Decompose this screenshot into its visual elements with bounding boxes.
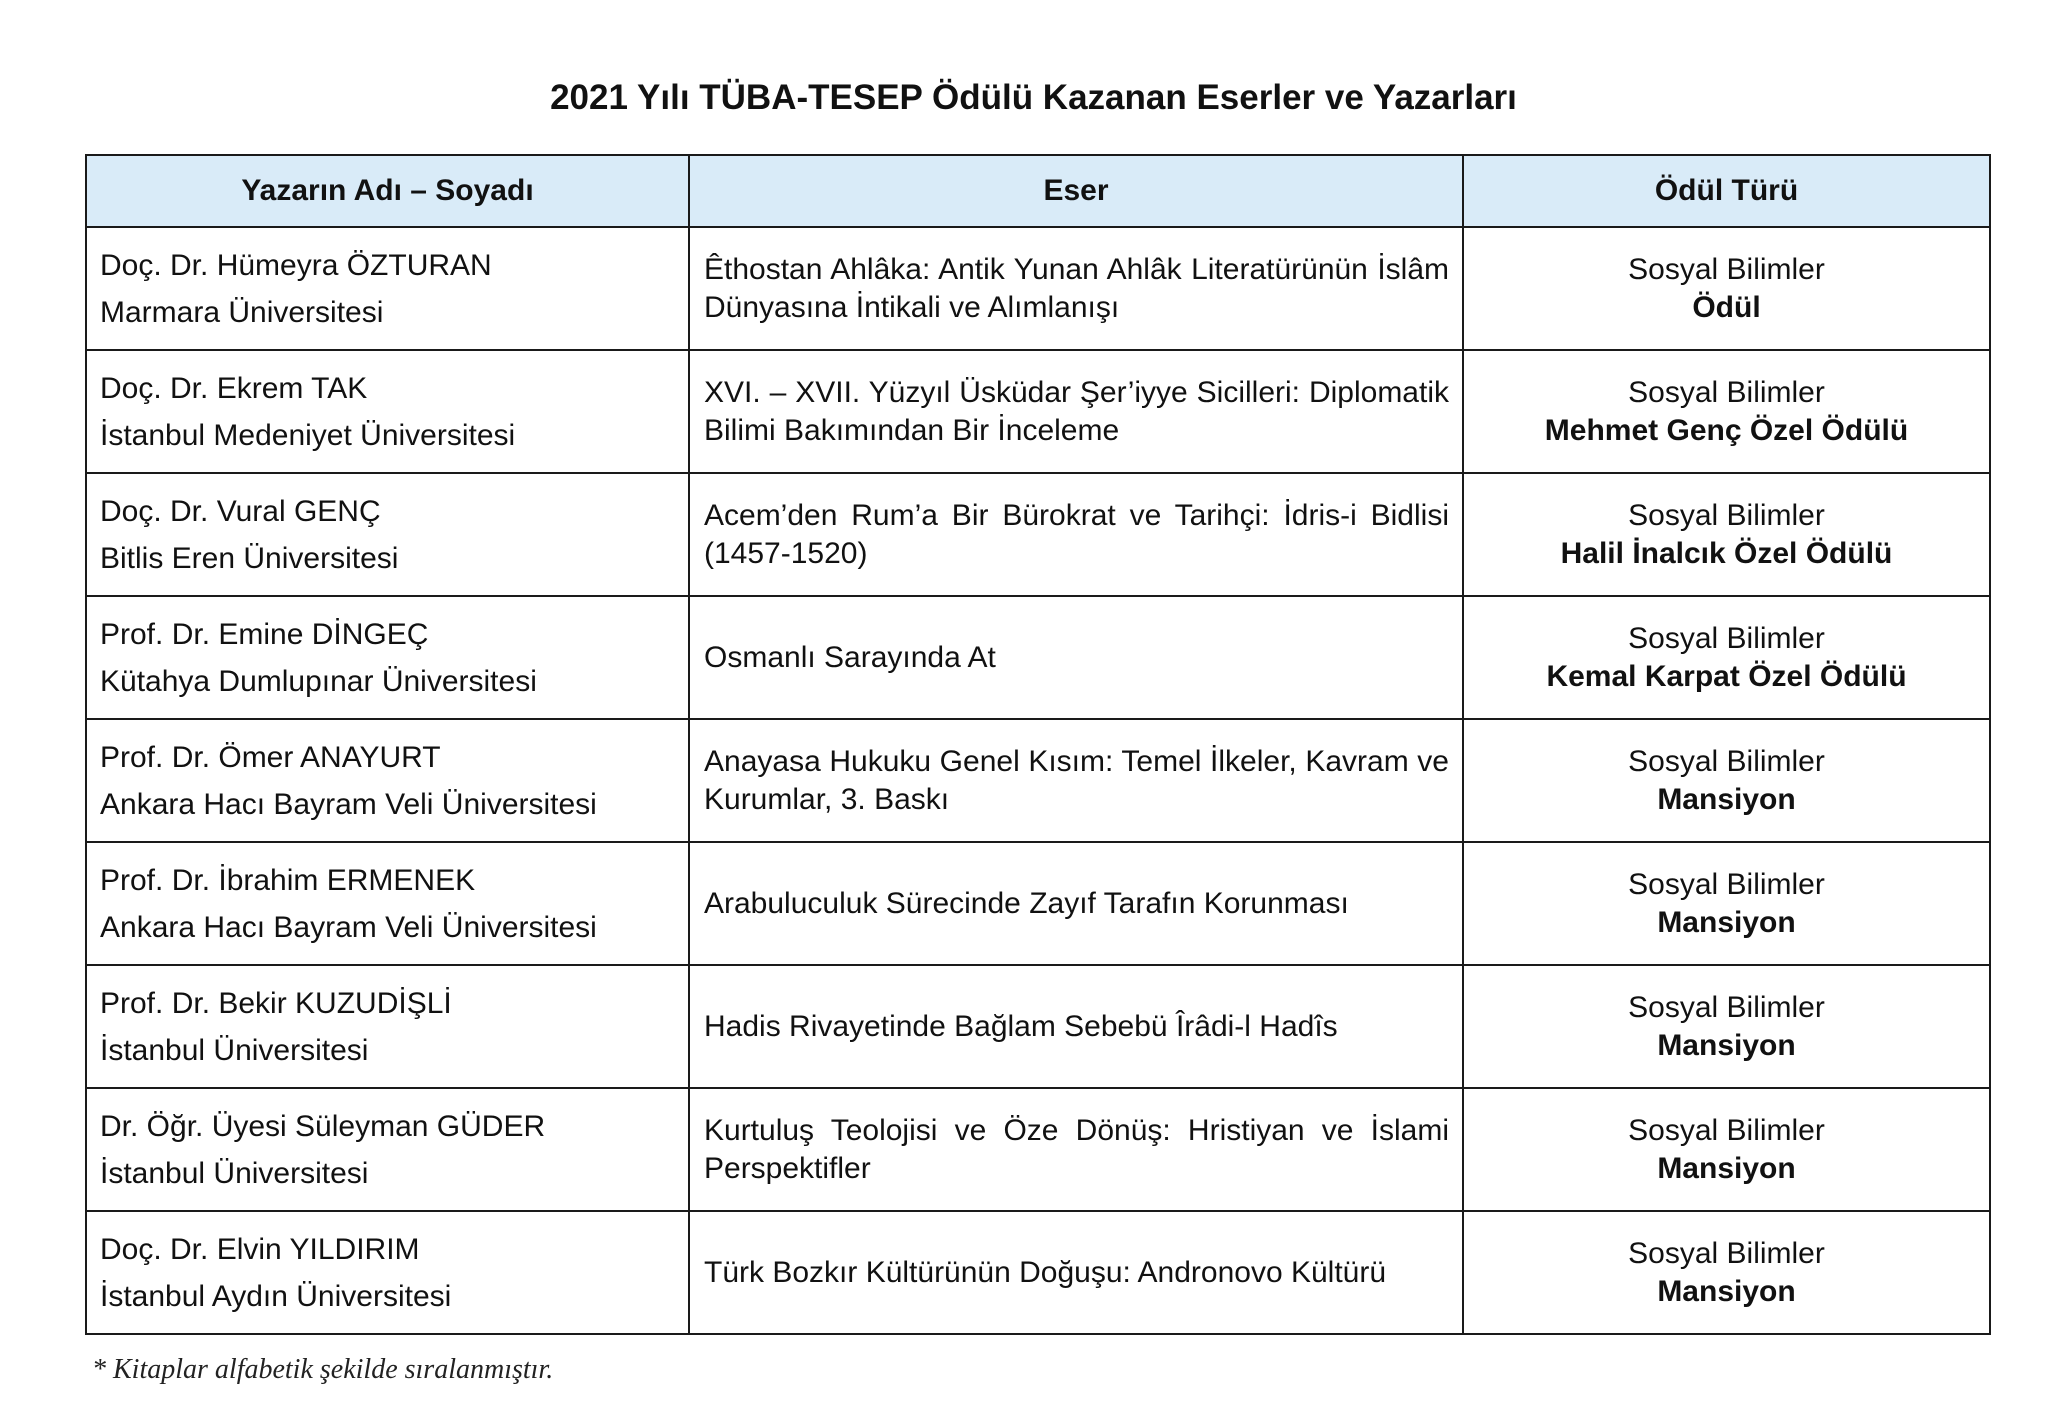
award-cell bbox=[1463, 227, 1990, 350]
author-cell bbox=[86, 1088, 689, 1211]
author-name: Prof. Dr. Emine DİNGEÇ bbox=[100, 618, 429, 651]
work-title: Anayasa Hukuku Genel Kısım: Temel İlkeler, Kavram ve Kurumlar, 3. Baskı bbox=[689, 719, 1463, 842]
award-level: Mansiyon bbox=[1657, 1151, 1796, 1185]
award-field: Sosyal Bilimler bbox=[1628, 375, 1825, 409]
author-name: Dr. Öğr. Üyesi Süleyman GÜDER bbox=[100, 1110, 546, 1143]
author-cell bbox=[86, 965, 689, 1088]
author-cell bbox=[86, 227, 689, 350]
work-title: Türk Bozkır Kültürünün Doğuşu: Andronovo Kültürü bbox=[689, 1211, 1463, 1334]
table-row bbox=[86, 842, 1990, 965]
table-row bbox=[86, 965, 1990, 1088]
table-row bbox=[86, 1211, 1990, 1334]
award-level: Mansiyon bbox=[1657, 905, 1796, 939]
award-level: Ödül bbox=[1692, 290, 1761, 324]
award-field: Sosyal Bilimler bbox=[1628, 1113, 1825, 1147]
author-name: Doç. Dr. Hümeyra ÖZTURAN bbox=[100, 249, 492, 282]
table-row bbox=[86, 473, 1990, 596]
author-university: Kütahya Dumlupınar Üniversitesi bbox=[100, 665, 537, 698]
award-cell bbox=[1463, 596, 1990, 719]
awards-table bbox=[85, 154, 1991, 1335]
award-level: Mehmet Genç Özel Ödülü bbox=[1544, 413, 1909, 447]
work-title: Osmanlı Sarayında At bbox=[689, 596, 1463, 719]
award-cell bbox=[1463, 842, 1990, 965]
author-university: Ankara Hacı Bayram Veli Üniversitesi bbox=[100, 911, 597, 944]
work-title: Êthostan Ahlâka: Antik Yunan Ahlâk Literatürünün İslâm Dünyasına İntikali ve Alımlanışı bbox=[689, 227, 1463, 350]
author-cell bbox=[86, 1211, 689, 1334]
author-name: Prof. Dr. Ömer ANAYURT bbox=[100, 741, 441, 774]
award-cell bbox=[1463, 473, 1990, 596]
author-name: Doç. Dr. Ekrem TAK bbox=[100, 372, 368, 405]
award-field: Sosyal Bilimler bbox=[1628, 1236, 1825, 1270]
table-row bbox=[86, 1088, 1990, 1211]
document-title: 2021 Yılı TÜBA-TESEP Ödülü Kazanan Eserler ve Yazarları bbox=[550, 78, 1517, 117]
author-name: Prof. Dr. Bekir KUZUDİŞLİ bbox=[100, 987, 452, 1020]
table-row bbox=[86, 719, 1990, 842]
work-title: Arabuluculuk Sürecinde Zayıf Tarafın Korunması bbox=[689, 842, 1463, 965]
author-university: İstanbul Medeniyet Üniversitesi bbox=[100, 419, 516, 452]
award-field: Sosyal Bilimler bbox=[1628, 744, 1825, 778]
award-cell bbox=[1463, 350, 1990, 473]
author-cell bbox=[86, 719, 689, 842]
award-level: Halil İnalcık Özel Ödülü bbox=[1560, 536, 1893, 570]
author-university: İstanbul Aydın Üniversitesi bbox=[100, 1280, 452, 1313]
award-level: Mansiyon bbox=[1657, 1028, 1796, 1062]
award-cell bbox=[1463, 965, 1990, 1088]
header-author: Yazarın Adı – Soyadı bbox=[86, 155, 689, 227]
table-body bbox=[86, 227, 1990, 1334]
award-cell bbox=[1463, 1088, 1990, 1211]
author-university: Bitlis Eren Üniversitesi bbox=[100, 542, 399, 575]
work-title: Acem’den Rum’a Bir Bürokrat ve Tarihçi: İdris-i Bidlisi (1457-1520) bbox=[689, 473, 1463, 596]
author-university: Marmara Üniversitesi bbox=[100, 296, 384, 329]
award-field: Sosyal Bilimler bbox=[1628, 621, 1825, 655]
award-level: Mansiyon bbox=[1657, 1274, 1796, 1308]
award-cell bbox=[1463, 1211, 1990, 1334]
award-field: Sosyal Bilimler bbox=[1628, 867, 1825, 901]
table-row bbox=[86, 596, 1990, 719]
author-name: Prof. Dr. İbrahim ERMENEK bbox=[100, 864, 476, 897]
author-cell bbox=[86, 350, 689, 473]
table-row bbox=[86, 227, 1990, 350]
award-level: Mansiyon bbox=[1657, 782, 1796, 816]
author-cell bbox=[86, 473, 689, 596]
author-university: Ankara Hacı Bayram Veli Üniversitesi bbox=[100, 788, 597, 821]
author-name: Doç. Dr. Elvin YILDIRIM bbox=[100, 1233, 420, 1266]
header-award-type: Ödül Türü bbox=[1463, 155, 1990, 227]
author-university: İstanbul Üniversitesi bbox=[100, 1157, 369, 1190]
author-cell bbox=[86, 842, 689, 965]
work-title: Kurtuluş Teolojisi ve Öze Dönüş: Hristiyan ve İslami Perspektifler bbox=[689, 1088, 1463, 1211]
table-row bbox=[86, 350, 1990, 473]
award-field: Sosyal Bilimler bbox=[1628, 498, 1825, 532]
award-cell bbox=[1463, 719, 1990, 842]
author-cell bbox=[86, 596, 689, 719]
award-field: Sosyal Bilimler bbox=[1628, 990, 1825, 1024]
table-header-row bbox=[86, 155, 1990, 227]
award-level: Kemal Karpat Özel Ödülü bbox=[1546, 659, 1907, 693]
award-field: Sosyal Bilimler bbox=[1628, 252, 1825, 286]
work-title: Hadis Rivayetinde Bağlam Sebebü Îrâdi-l Hadîs bbox=[689, 965, 1463, 1088]
header-work: Eser bbox=[689, 155, 1463, 227]
footnote: * Kitaplar alfabetik şekilde sıralanmıştır. bbox=[92, 1354, 554, 1385]
author-university: İstanbul Üniversitesi bbox=[100, 1034, 369, 1067]
work-title: XVI. – XVII. Yüzyıl Üsküdar Şer’iyye Sicilleri: Diplomatik Bilimi Bakımından Bir İnceleme bbox=[689, 350, 1463, 473]
author-name: Doç. Dr. Vural GENÇ bbox=[100, 495, 381, 528]
